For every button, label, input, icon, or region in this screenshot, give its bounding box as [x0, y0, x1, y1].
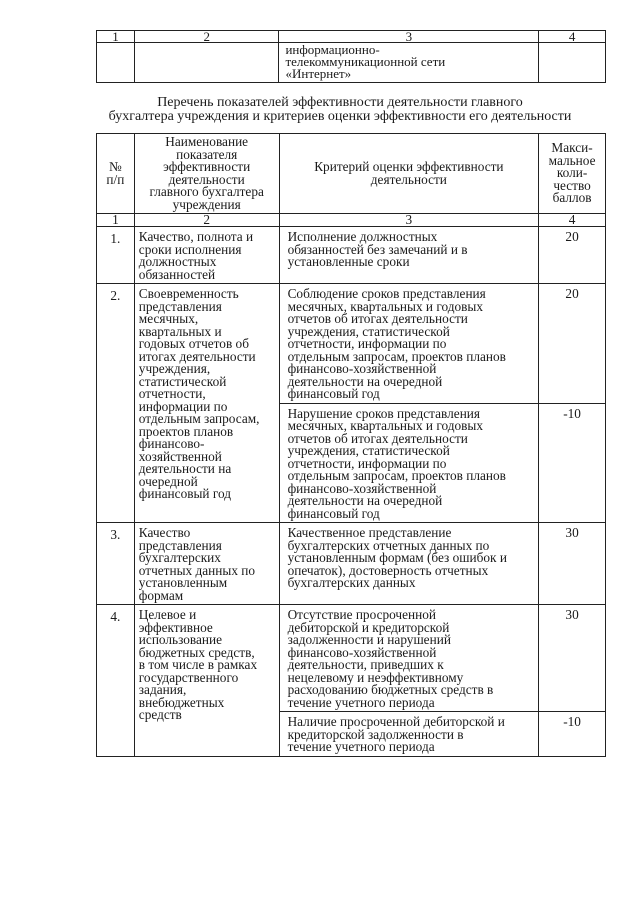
criterion-line: финансовый год — [287, 386, 380, 401]
max-score: 20 — [539, 284, 606, 404]
criterion-line: отчетности, информации по — [287, 455, 447, 471]
criterion-line: течение учетного периода — [287, 739, 435, 754]
criterion-cell — [279, 284, 539, 404]
indicator-name-line: представления — [138, 537, 222, 553]
indicator-name-line: внебюджетных — [138, 694, 225, 710]
criterion-line: Нарушение сроков представления — [287, 405, 481, 421]
indicator-name — [134, 43, 279, 83]
indicator-name-line: эффективное — [138, 619, 213, 635]
criterion-cell — [279, 227, 539, 284]
criterion-line: месячных, квартальных и годовых — [287, 418, 484, 433]
criterion-line: деятельности на очередной — [287, 493, 443, 508]
row-number: 1. — [97, 227, 135, 284]
col-number-2: 2 — [134, 214, 279, 227]
continuation-table — [96, 30, 606, 83]
indicator-name-line: Качество — [138, 525, 191, 540]
title-line-1: Перечень показателей эффективности деятельности главного — [157, 95, 523, 110]
indicator-name-line: установленным — [138, 575, 228, 590]
header-max-score: Макси- мальное коли- чество баллов — [539, 134, 606, 214]
indicator-name-line: учреждения, — [138, 361, 211, 376]
indicator-name — [134, 605, 279, 757]
criterion-cell — [279, 43, 539, 83]
criterion-line: отчетов об итогах деятельности — [287, 311, 468, 326]
criterion-line: Соблюдение сроков представления — [287, 286, 486, 301]
col-number-4: 4 — [539, 214, 606, 227]
criterion-line: месячных, квартальных и годовых — [287, 298, 484, 314]
criterion-line: кредиторской задолженности в — [287, 726, 464, 742]
indicator-name-line: статистической — [138, 373, 227, 389]
col-number-4: 4 — [539, 31, 606, 43]
row-number — [97, 43, 135, 83]
criterion-line: учреждения, статистической — [287, 443, 450, 458]
col-number-3: 3 — [279, 214, 539, 227]
indicator-name-line: месячных, — [138, 311, 199, 326]
criterion-line: деятельности, приведших к — [287, 657, 444, 672]
max-score: 20 — [539, 227, 606, 284]
criterion-cell — [279, 523, 539, 605]
table-row — [97, 43, 606, 83]
indicator-name-line: сроки исполнения — [138, 241, 242, 257]
max-score — [539, 43, 606, 83]
indicator-name — [134, 284, 279, 523]
header-indicator-name: Наименование показателя эффективности деятельности главного бухгалтера учреждения — [134, 134, 279, 214]
max-score: -10 — [539, 712, 606, 757]
col-number-2: 2 — [134, 31, 279, 43]
criterion-line: опечаток), достоверность отчетных — [287, 562, 489, 578]
criterion-line: финансово-хозяйственной — [287, 644, 437, 660]
indicators-table — [96, 133, 606, 757]
table-row — [97, 284, 606, 404]
indicator-name — [134, 227, 279, 284]
criterion-line: Наличие просроченной дебиторской и — [287, 714, 505, 729]
title-line-2: бухгалтера учреждения и критериев оценки эффективности его деятельности — [108, 109, 572, 124]
indicator-name-line: представления — [138, 298, 222, 314]
criterion-line: установленные сроки — [287, 254, 410, 269]
criterion-line: финансово-хозяйственной — [287, 361, 437, 376]
indicator-name — [134, 523, 279, 605]
indicator-name-line: бухгалтерских — [138, 550, 221, 565]
criterion-line: отчетов об итогах деятельности — [287, 430, 468, 446]
criterion-line: финансовый год — [287, 505, 380, 521]
criterion-line: деятельности на очередной — [287, 373, 443, 389]
criterion-line: бухгалтерских отчетных данных по — [287, 537, 490, 553]
criterion-line: расходованию бюджетных средств в — [287, 682, 494, 697]
criterion-line: нецелевому и неэффективному — [287, 669, 464, 685]
indicator-name-line: средств — [138, 707, 182, 722]
criterion-cell — [279, 605, 539, 712]
criterion-cell — [279, 403, 539, 523]
indicator-name-line: отдельным запросам, — [138, 411, 260, 426]
indicator-name-line: годовых отчетов об — [138, 336, 249, 351]
indicator-name-line: в том числе в рамках — [138, 657, 258, 672]
indicator-name-line: Целевое и — [138, 607, 197, 622]
criterion-line: учреждения, статистической — [287, 323, 450, 339]
criterion-line: отчетности, информации по — [287, 336, 447, 351]
indicator-name-line: должностных — [138, 254, 217, 269]
row-number: 2. — [97, 284, 135, 523]
criterion-line: задолженности и нарушений — [287, 632, 451, 647]
max-score: 30 — [539, 605, 606, 712]
table-row — [97, 227, 606, 284]
indicator-name-line: финансово- — [138, 436, 205, 451]
criterion-line: дебиторской и кредиторской — [287, 619, 450, 635]
indicator-name-line: очередной — [138, 473, 198, 489]
row-number: 3. — [97, 523, 135, 605]
criterion-line: установленным формам (без ошибок и — [287, 550, 507, 565]
criterion-line: отдельным запросам, проектов планов — [287, 468, 506, 483]
criterion-line: Исполнение должностных — [287, 229, 438, 244]
criterion-line: обязанностей без замечаний и в — [287, 241, 468, 257]
indicator-name-line: Качество, полнота и — [138, 229, 254, 244]
indicator-name-line: отчетных данных по — [138, 562, 256, 578]
criterion-line: «Интернет» — [285, 66, 352, 81]
indicator-name-line: формам — [138, 587, 184, 603]
header-row — [97, 134, 606, 214]
indicator-name-line: отчетности, — [138, 386, 206, 401]
indicator-name-line: финансовый год — [138, 486, 232, 501]
header-number: № п/п — [97, 134, 135, 214]
table-row — [97, 523, 606, 605]
col-number-1: 1 — [97, 214, 135, 227]
indicator-name-line: использование — [138, 632, 223, 647]
criterion-line: Качественное представление — [287, 525, 452, 540]
criterion-line: бухгалтерских данных — [287, 575, 416, 590]
criterion-line: течение учетного периода — [287, 694, 435, 710]
col-number-3: 3 — [279, 31, 539, 43]
indicator-name-line: государственного — [138, 669, 239, 685]
col-number-1: 1 — [97, 31, 135, 43]
indicator-name-line: Своевременность — [138, 286, 239, 301]
criterion-line: Отсутствие просроченной — [287, 607, 437, 622]
column-number-row — [97, 214, 606, 227]
table-row — [97, 605, 606, 712]
indicator-name-line: информации по — [138, 398, 228, 414]
indicator-name-line: бюджетных средств, — [138, 644, 255, 660]
criterion-line: информационно- — [285, 42, 380, 57]
document-title — [60, 96, 620, 124]
column-number-row — [97, 31, 606, 43]
indicator-name-line: квартальных и — [138, 323, 222, 339]
criterion-line: отдельным запросам, проектов планов — [287, 348, 506, 364]
max-score: 30 — [539, 523, 606, 605]
indicator-name-line: обязанностей — [138, 266, 216, 282]
indicator-name-line: проектов планов — [138, 423, 234, 439]
row-number: 4. — [97, 605, 135, 757]
indicator-name-line: итогах деятельности — [138, 348, 256, 364]
criterion-line: финансово-хозяйственной — [287, 480, 437, 496]
indicator-name-line: задания, — [138, 682, 187, 697]
header-criterion: Критерий оценки эффективности деятельности — [279, 134, 539, 214]
indicator-name-line: деятельности на — [138, 461, 232, 476]
criterion-cell — [279, 712, 539, 757]
criterion-line: телекоммуникационной сети — [285, 54, 446, 69]
indicator-name-line: хозяйственной — [138, 448, 222, 464]
max-score: -10 — [539, 403, 606, 523]
